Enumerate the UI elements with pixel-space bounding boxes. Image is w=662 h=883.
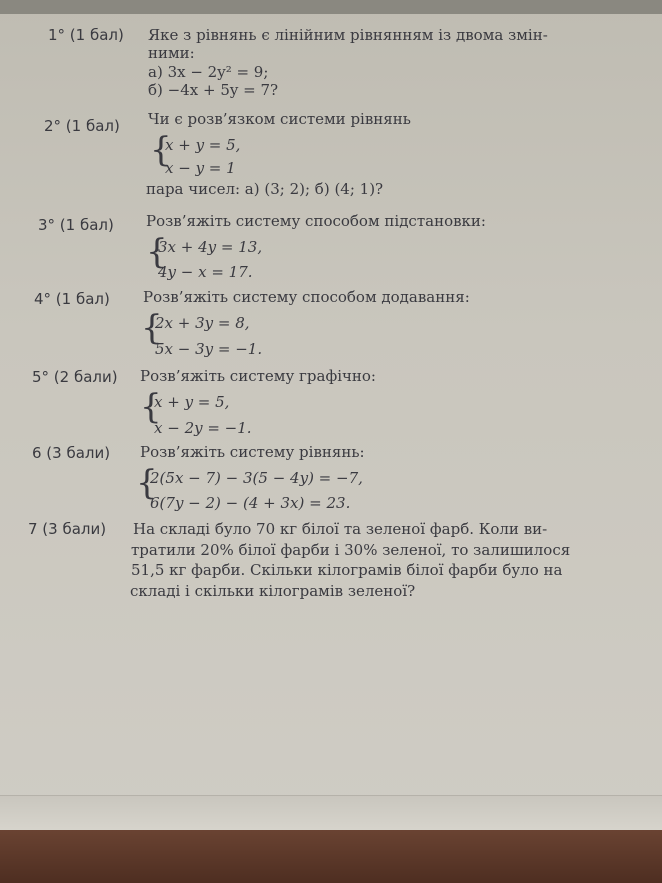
problem-text-line: Розв’яжіть систему графічно:: [140, 367, 376, 385]
table-surface: [0, 830, 662, 883]
problem-text-line: пара чисел: а) (3; 2); б) (4; 1)?: [146, 180, 384, 198]
system-brace: {: [136, 463, 158, 503]
system-brace: {: [150, 130, 172, 170]
problem-text-line: Чи є розв’язком системи рівнянь: [148, 110, 411, 128]
problem-text-line: складі і скільки кілограмів зеленої?: [130, 582, 416, 600]
system-equation: 4y − x = 17.: [158, 263, 253, 281]
system-brace: {: [141, 308, 163, 348]
page-edge: [0, 795, 662, 830]
problem-text-line: ними:: [148, 44, 195, 62]
system-equation: 2x + 3y = 8,: [155, 314, 250, 332]
system-brace: {: [140, 387, 162, 427]
system-equation: 3x + 4y = 13,: [158, 238, 263, 256]
system-brace: {: [146, 232, 168, 272]
problem-text-line: 51,5 кг фарби. Скільки кілограмів білої фарби було на: [131, 561, 563, 579]
system-equation: x + y = 5,: [154, 393, 230, 411]
problem-text-line: Яке з рівнянь є лінійним рівнянням із двома змін-: [148, 26, 548, 44]
system-equation: 2(5x − 7) − 3(5 − 4y) = −7,: [150, 469, 363, 487]
problem-text-line: Розв’яжіть систему рівнянь:: [140, 443, 365, 461]
answer-option-b: б) −4x + 5y = 7?: [148, 81, 279, 99]
system-equation: x − 2y = −1.: [154, 419, 252, 437]
problem-text-line: На складі було 70 кг білої та зеленої фарб. Коли ви-: [133, 520, 548, 538]
system-equation: x + y = 5,: [165, 136, 241, 154]
problem-number: 3° (1 бал): [38, 216, 114, 234]
problem-text-line: тратили 20% білої фарби і 30% зеленої, то залишилося: [131, 541, 571, 559]
top-shadow: [0, 0, 662, 14]
problem-number: 4° (1 бал): [34, 290, 110, 308]
system-equation: x − y = 1: [165, 159, 236, 177]
system-equation: 6(7y − 2) − (4 + 3x) = 23.: [150, 494, 351, 512]
problem-text-line: Розв’яжіть систему способом підстановки:: [146, 212, 486, 230]
problem-number: 2° (1 бал): [44, 117, 120, 135]
answer-option-a: а) 3x − 2y² = 9;: [148, 63, 269, 81]
problem-number: 1° (1 бал): [48, 26, 124, 44]
problem-number: 5° (2 бали): [32, 368, 118, 386]
problem-number: 6 (3 бали): [32, 444, 111, 462]
system-equation: 5x − 3y = −1.: [155, 340, 263, 358]
problem-number: 7 (3 бали): [28, 520, 107, 538]
problem-text-line: Розв’яжіть систему способом додавання:: [143, 288, 470, 306]
